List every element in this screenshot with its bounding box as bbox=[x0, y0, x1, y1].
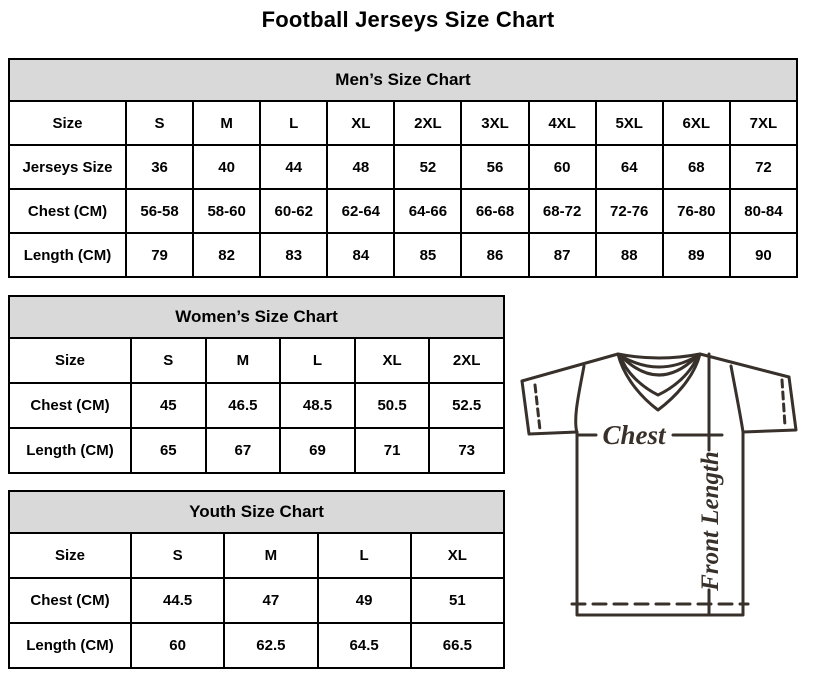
table-row bbox=[9, 233, 797, 277]
row-label: Chest (CM) bbox=[9, 578, 131, 623]
front-length-label: Front Length bbox=[697, 451, 724, 591]
row-label: Size bbox=[9, 101, 126, 145]
table-cell: M bbox=[193, 101, 260, 145]
table-cell: 85 bbox=[394, 233, 461, 277]
table-cell: 71 bbox=[355, 428, 430, 473]
jersey-left-sleeve-outline bbox=[522, 381, 577, 434]
table-cell: 84 bbox=[327, 233, 394, 277]
table-cell: L bbox=[280, 338, 355, 383]
page-title: Football Jerseys Size Chart bbox=[261, 7, 555, 32]
table-cell: 47 bbox=[224, 578, 317, 623]
table-cell: 58-60 bbox=[193, 189, 260, 233]
table-cell: 45 bbox=[131, 383, 206, 428]
table-row bbox=[9, 338, 504, 383]
row-label: Size bbox=[9, 533, 131, 578]
table-row bbox=[9, 578, 504, 623]
table-cell: 46.5 bbox=[206, 383, 281, 428]
jersey-right-cuff-dashed-line bbox=[782, 380, 785, 426]
table-cell: 88 bbox=[596, 233, 663, 277]
table-cell: 89 bbox=[663, 233, 730, 277]
mens-table-title: Men’s Size Chart bbox=[9, 59, 797, 101]
table-cell: XL bbox=[355, 338, 430, 383]
table-cell: 82 bbox=[193, 233, 260, 277]
table-cell: 90 bbox=[730, 233, 797, 277]
row-label: Length (CM) bbox=[9, 623, 131, 668]
table-cell: 86 bbox=[461, 233, 528, 277]
table-cell: 66-68 bbox=[461, 189, 528, 233]
table-cell: 4XL bbox=[529, 101, 596, 145]
table-row bbox=[9, 428, 504, 473]
table-cell: 2XL bbox=[394, 101, 461, 145]
table-cell: 64-66 bbox=[394, 189, 461, 233]
table-row bbox=[9, 189, 797, 233]
table-cell: 87 bbox=[529, 233, 596, 277]
table-cell: 80-84 bbox=[730, 189, 797, 233]
table-cell: 49 bbox=[318, 578, 411, 623]
table-cell: 52 bbox=[394, 145, 461, 189]
table-cell: 64.5 bbox=[318, 623, 411, 668]
table-cell: 56 bbox=[461, 145, 528, 189]
table-cell: 68-72 bbox=[529, 189, 596, 233]
table-cell: 79 bbox=[126, 233, 193, 277]
table-row bbox=[9, 533, 504, 578]
table-cell: 76-80 bbox=[663, 189, 730, 233]
row-label: Jerseys Size bbox=[9, 145, 126, 189]
table-cell: L bbox=[318, 533, 411, 578]
table-cell: 66.5 bbox=[411, 623, 504, 668]
table-cell: S bbox=[126, 101, 193, 145]
table-cell: M bbox=[206, 338, 281, 383]
youth-size-chart-table bbox=[8, 490, 505, 669]
table-cell: 62.5 bbox=[224, 623, 317, 668]
table-cell: 83 bbox=[260, 233, 327, 277]
table-row bbox=[9, 623, 504, 668]
table-cell: 60-62 bbox=[260, 189, 327, 233]
table-row bbox=[9, 145, 797, 189]
table-cell: 48.5 bbox=[280, 383, 355, 428]
table-cell: 72 bbox=[730, 145, 797, 189]
table-cell: 44 bbox=[260, 145, 327, 189]
table-cell: 72-76 bbox=[596, 189, 663, 233]
jersey-right-shoulder-line bbox=[700, 354, 789, 377]
jersey-right-sleeve-outline bbox=[743, 377, 796, 432]
jersey-measurement-diagram bbox=[510, 338, 816, 644]
table-row bbox=[9, 101, 797, 145]
table-cell: 5XL bbox=[596, 101, 663, 145]
table-cell: XL bbox=[327, 101, 394, 145]
table-cell: 3XL bbox=[461, 101, 528, 145]
row-label: Chest (CM) bbox=[9, 383, 131, 428]
table-cell: S bbox=[131, 338, 206, 383]
womens-table-title: Women’s Size Chart bbox=[9, 296, 504, 338]
youth-table-title: Youth Size Chart bbox=[9, 491, 504, 533]
table-cell: 64 bbox=[596, 145, 663, 189]
jersey-left-cuff-dashed-line bbox=[535, 385, 540, 430]
table-cell: M bbox=[224, 533, 317, 578]
table-cell: XL bbox=[411, 533, 504, 578]
table-cell: L bbox=[260, 101, 327, 145]
table-header-row bbox=[9, 59, 797, 101]
table-cell: 69 bbox=[280, 428, 355, 473]
table-cell: 36 bbox=[126, 145, 193, 189]
table-cell: 2XL bbox=[429, 338, 504, 383]
table-cell: 6XL bbox=[663, 101, 730, 145]
table-cell: 60 bbox=[529, 145, 596, 189]
jersey-right-armhole-seam bbox=[731, 366, 743, 432]
table-cell: 56-58 bbox=[126, 189, 193, 233]
table-cell: 60 bbox=[131, 623, 224, 668]
table-cell: 52.5 bbox=[429, 383, 504, 428]
chest-label: Chest bbox=[602, 420, 666, 450]
table-cell: 65 bbox=[131, 428, 206, 473]
jersey-left-shoulder-line bbox=[522, 354, 618, 381]
table-cell: 67 bbox=[206, 428, 281, 473]
table-cell: 62-64 bbox=[327, 189, 394, 233]
table-cell: 68 bbox=[663, 145, 730, 189]
jersey-collar-top-line bbox=[618, 354, 700, 358]
row-label: Size bbox=[9, 338, 131, 383]
table-row bbox=[9, 383, 504, 428]
table-cell: 51 bbox=[411, 578, 504, 623]
row-label: Length (CM) bbox=[9, 428, 131, 473]
mens-size-chart-table bbox=[8, 58, 798, 278]
womens-size-chart-table bbox=[8, 295, 505, 474]
table-cell: 48 bbox=[327, 145, 394, 189]
table-cell: 44.5 bbox=[131, 578, 224, 623]
row-label: Length (CM) bbox=[9, 233, 126, 277]
table-header-row bbox=[9, 296, 504, 338]
table-cell: S bbox=[131, 533, 224, 578]
table-cell: 73 bbox=[429, 428, 504, 473]
table-cell: 50.5 bbox=[355, 383, 430, 428]
table-header-row bbox=[9, 491, 504, 533]
jersey-left-armhole-seam bbox=[576, 366, 584, 433]
table-cell: 7XL bbox=[730, 101, 797, 145]
row-label: Chest (CM) bbox=[9, 189, 126, 233]
table-cell: 40 bbox=[193, 145, 260, 189]
